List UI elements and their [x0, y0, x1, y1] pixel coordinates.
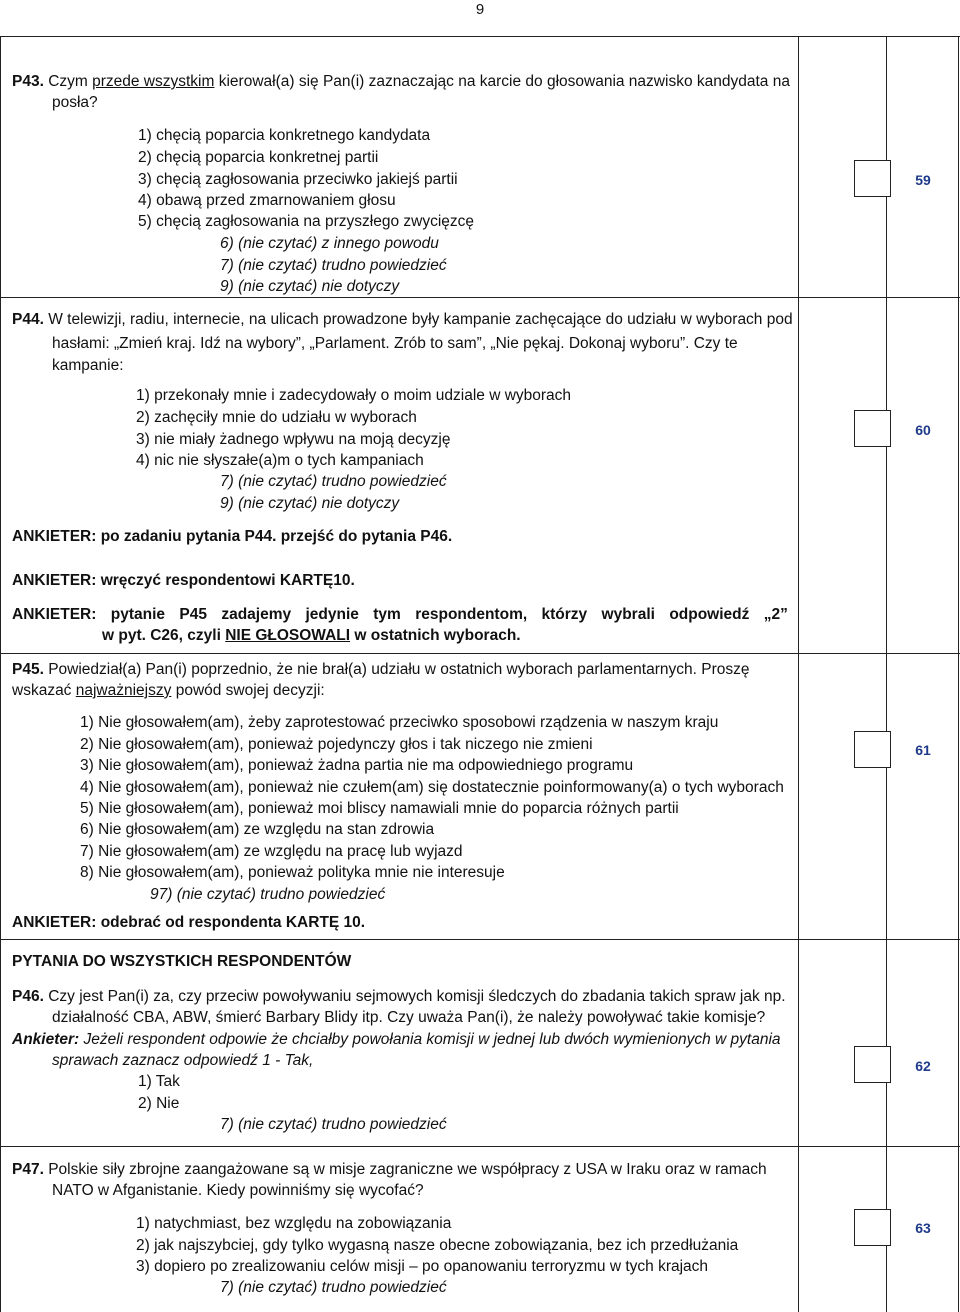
note-text: Jeżeli respondent odpowie że chciałby powołania komisji w jednej lub dwóch wymienionych w pytania [79, 1031, 781, 1048]
question-text: Czym [43, 73, 93, 90]
answer-option: 3) chęcią zagłosowania przeciwko jakiejś partii [138, 171, 458, 188]
question-id: P43. [12, 73, 44, 90]
question-p46 [12, 987, 786, 1007]
answer-option: 7) Nie głosowałem(am) ze względu na pracę lub wyjazd [80, 843, 463, 860]
table-top-border [0, 36, 960, 37]
answer-option-special: 7) (nie czytać) trudno powiedzieć [220, 257, 447, 274]
answer-option-special: 6) (nie czytać) z innego powodu [220, 235, 439, 252]
question-id: P45. [12, 661, 44, 678]
answer-box[interactable] [854, 1046, 891, 1083]
column-code: 59 [915, 172, 931, 188]
question-text-line2: posła? [52, 94, 98, 111]
answer-option: 2) Nie głosowałem(am), ponieważ pojedynczy głos i tak niczego nie zmieni [80, 736, 593, 753]
answer-option: 2) chęcią poparcia konkretnej partii [138, 149, 379, 166]
answer-box[interactable] [854, 731, 891, 768]
instruction-word: jedynie [305, 606, 359, 623]
table-right-border [958, 36, 959, 1312]
answer-option: 3) dopiero po zrealizowaniu celów misji – po opanowaniu terroryzmu w tych krajach [136, 1258, 709, 1275]
answer-option: 6) Nie głosowałem(am) ze względu na stan zdrowia [80, 821, 435, 838]
answer-option: 5) Nie głosowałem(am), ponieważ moi bliscy namawiali mnie do poparcia różnych partii [80, 800, 679, 817]
interviewer-instruction-line2 [102, 626, 521, 646]
instruction-text: w ostatnich wyborach. [350, 627, 521, 644]
answer-box[interactable] [854, 410, 891, 447]
answer-option: 4) Nie głosowałem(am), ponieważ nie czułem(am) się dostatecznie poinformowany(a) o tych wyborach [80, 779, 784, 796]
answer-option-special: 7) (nie czytać) trudno powiedzieć [220, 1279, 447, 1296]
answer-option: 3) nie miały żadnego wpływu na moją decyzję [136, 431, 451, 448]
question-p43 [12, 72, 790, 92]
answer-option-special: 97) (nie czytać) trudno powiedzieć [150, 886, 386, 903]
instruction-word: „2” [763, 606, 788, 623]
instruction-word: pytanie [110, 606, 166, 623]
row-divider [0, 1146, 960, 1147]
answer-option: 1) natychmiast, bez względu na zobowiązania [136, 1215, 452, 1232]
answer-option: 8) Nie głosowałem(am), ponieważ polityka mnie nie interesuje [80, 864, 505, 881]
question-id: P46. [12, 988, 44, 1005]
interviewer-instruction: ANKIETER: wręczyć respondentowi KARTĘ10. [12, 572, 355, 589]
answer-option: 2) zachęciły mnie do udziału w wyborach [136, 409, 417, 426]
answer-option: 4) obawą przed zmarnowaniem głosu [138, 192, 396, 209]
question-text: wskazać [12, 682, 76, 699]
question-text-line2: działalność CBA, ABW, śmierć Barbary Blidy itp. Czy uważa Pan(i), że należy powoływać takie komisje? [52, 1009, 766, 1026]
column-code: 63 [915, 1220, 931, 1236]
question-text: kierował(a) się Pan(i) zaznaczając na karcie do głosowania nazwisko kandydata na [214, 73, 790, 90]
question-id: P44. [12, 311, 44, 328]
answer-option-special: 7) (nie czytać) trudno powiedzieć [220, 473, 447, 490]
answer-option-special: 7) (nie czytać) trudno powiedzieć [220, 1116, 447, 1133]
instruction-word: P45 [179, 606, 207, 623]
row-divider [0, 939, 960, 940]
question-id: P47. [12, 1161, 44, 1178]
answer-option: 1) Tak [138, 1073, 180, 1090]
answer-box[interactable] [854, 160, 891, 197]
page-number: 9 [475, 1, 485, 18]
answer-option: 1) chęcią poparcia konkretnego kandydata [138, 127, 431, 144]
answer-option: 2) Nie [138, 1095, 180, 1112]
instruction-word: respondentom, [415, 606, 528, 623]
question-text: Polskie siły zbrojne zaangażowane są w misje zagraniczne we współpracy z USA w Iraku oraz w ramach [43, 1161, 767, 1178]
interviewer-note-line2: sprawach zaznacz odpowiedź 1 - Tak, [52, 1052, 314, 1069]
table-left-border [0, 36, 1, 1312]
section-title: PYTANIA DO WSZYSTKICH RESPONDENTÓW [12, 953, 352, 970]
answer-option-special: 9) (nie czytać) nie dotyczy [220, 495, 400, 512]
answer-option: 2) jak najszybciej, gdy tylko wygasną nasze obecne zobowiązania, bez ich przedłużania [136, 1237, 739, 1254]
question-text-line2: NATO w Afganistanie. Kiedy powinniśmy się wycofać? [52, 1182, 424, 1199]
column-divider-box [798, 36, 799, 1312]
question-text: W telewizji, radiu, internecie, na ulicach prowadzone były kampanie zachęcające do udziału w wyborach pod [43, 311, 793, 328]
question-text-line2: hasłami: „Zmień kraj. Idź na wybory”, „Parlament. Zrób to sam”, „Nie pękaj. Dokonaj wyboru”. Czy te [52, 335, 738, 352]
question-p44 [12, 310, 793, 330]
question-text: Czy jest Pan(i) za, czy przeciw powoływaniu sejmowych komisji śledczych do zbadania takich spraw jak np. [43, 988, 786, 1005]
instruction-word: ANKIETER: [12, 606, 97, 623]
question-text-line3: kampanie: [52, 357, 124, 374]
column-code: 60 [915, 422, 931, 438]
row-divider [0, 653, 960, 654]
instruction-word: wybrali [601, 606, 655, 623]
answer-option-special: 9) (nie czytać) nie dotyczy [220, 278, 400, 295]
column-code: 61 [915, 742, 931, 758]
instruction-word: którzy [541, 606, 588, 623]
interviewer-instruction: ANKIETER: odebrać od respondenta KARTĘ 10. [12, 914, 366, 931]
question-p45 [12, 660, 749, 680]
question-p47 [12, 1160, 767, 1180]
answer-box[interactable] [854, 1209, 891, 1246]
question-text: powód swojej decyzji: [171, 682, 325, 699]
instruction-word: zadajemy [221, 606, 292, 623]
instruction-text: w pyt. C26, czyli [102, 627, 226, 644]
answer-option: 5) chęcią zagłosowania na przyszłego zwycięzcę [138, 213, 474, 230]
answer-option: 1) przekonały mnie i zadecydowały o moim udziale w wyborach [136, 387, 572, 404]
interviewer-note [12, 1030, 781, 1050]
interviewer-instruction [12, 605, 788, 625]
interviewer-instruction: ANKIETER: po zadaniu pytania P44. przejść do pytania P46. [12, 528, 453, 545]
question-text-underlined: przede wszystkim [92, 73, 215, 90]
instruction-text-underlined: NIE GŁOSOWALI [225, 627, 351, 644]
answer-option: 4) nic nie słyszałe(a)m o tych kampaniach [136, 452, 424, 469]
interviewer-label: Ankieter: [12, 1031, 80, 1048]
column-code: 62 [915, 1058, 931, 1074]
answer-option: 1) Nie głosowałem(am), żeby zaprotestować przeciwko sposobowi rządzenia w naszym kraju [80, 714, 719, 731]
instruction-word: odpowiedź [669, 606, 750, 623]
question-text-underlined: najważniejszy [75, 682, 172, 699]
instruction-word: tym [373, 606, 401, 623]
answer-option: 3) Nie głosowałem(am), ponieważ żadna partia nie ma odpowiedniego programu [80, 757, 634, 774]
row-divider [0, 297, 960, 298]
question-text: Powiedział(a) Pan(i) poprzednio, że nie brał(a) udziału w ostatnich wyborach parlamentarnych. Proszę [43, 661, 750, 678]
column-divider-code [886, 36, 887, 1312]
question-text-line2 [12, 681, 325, 701]
